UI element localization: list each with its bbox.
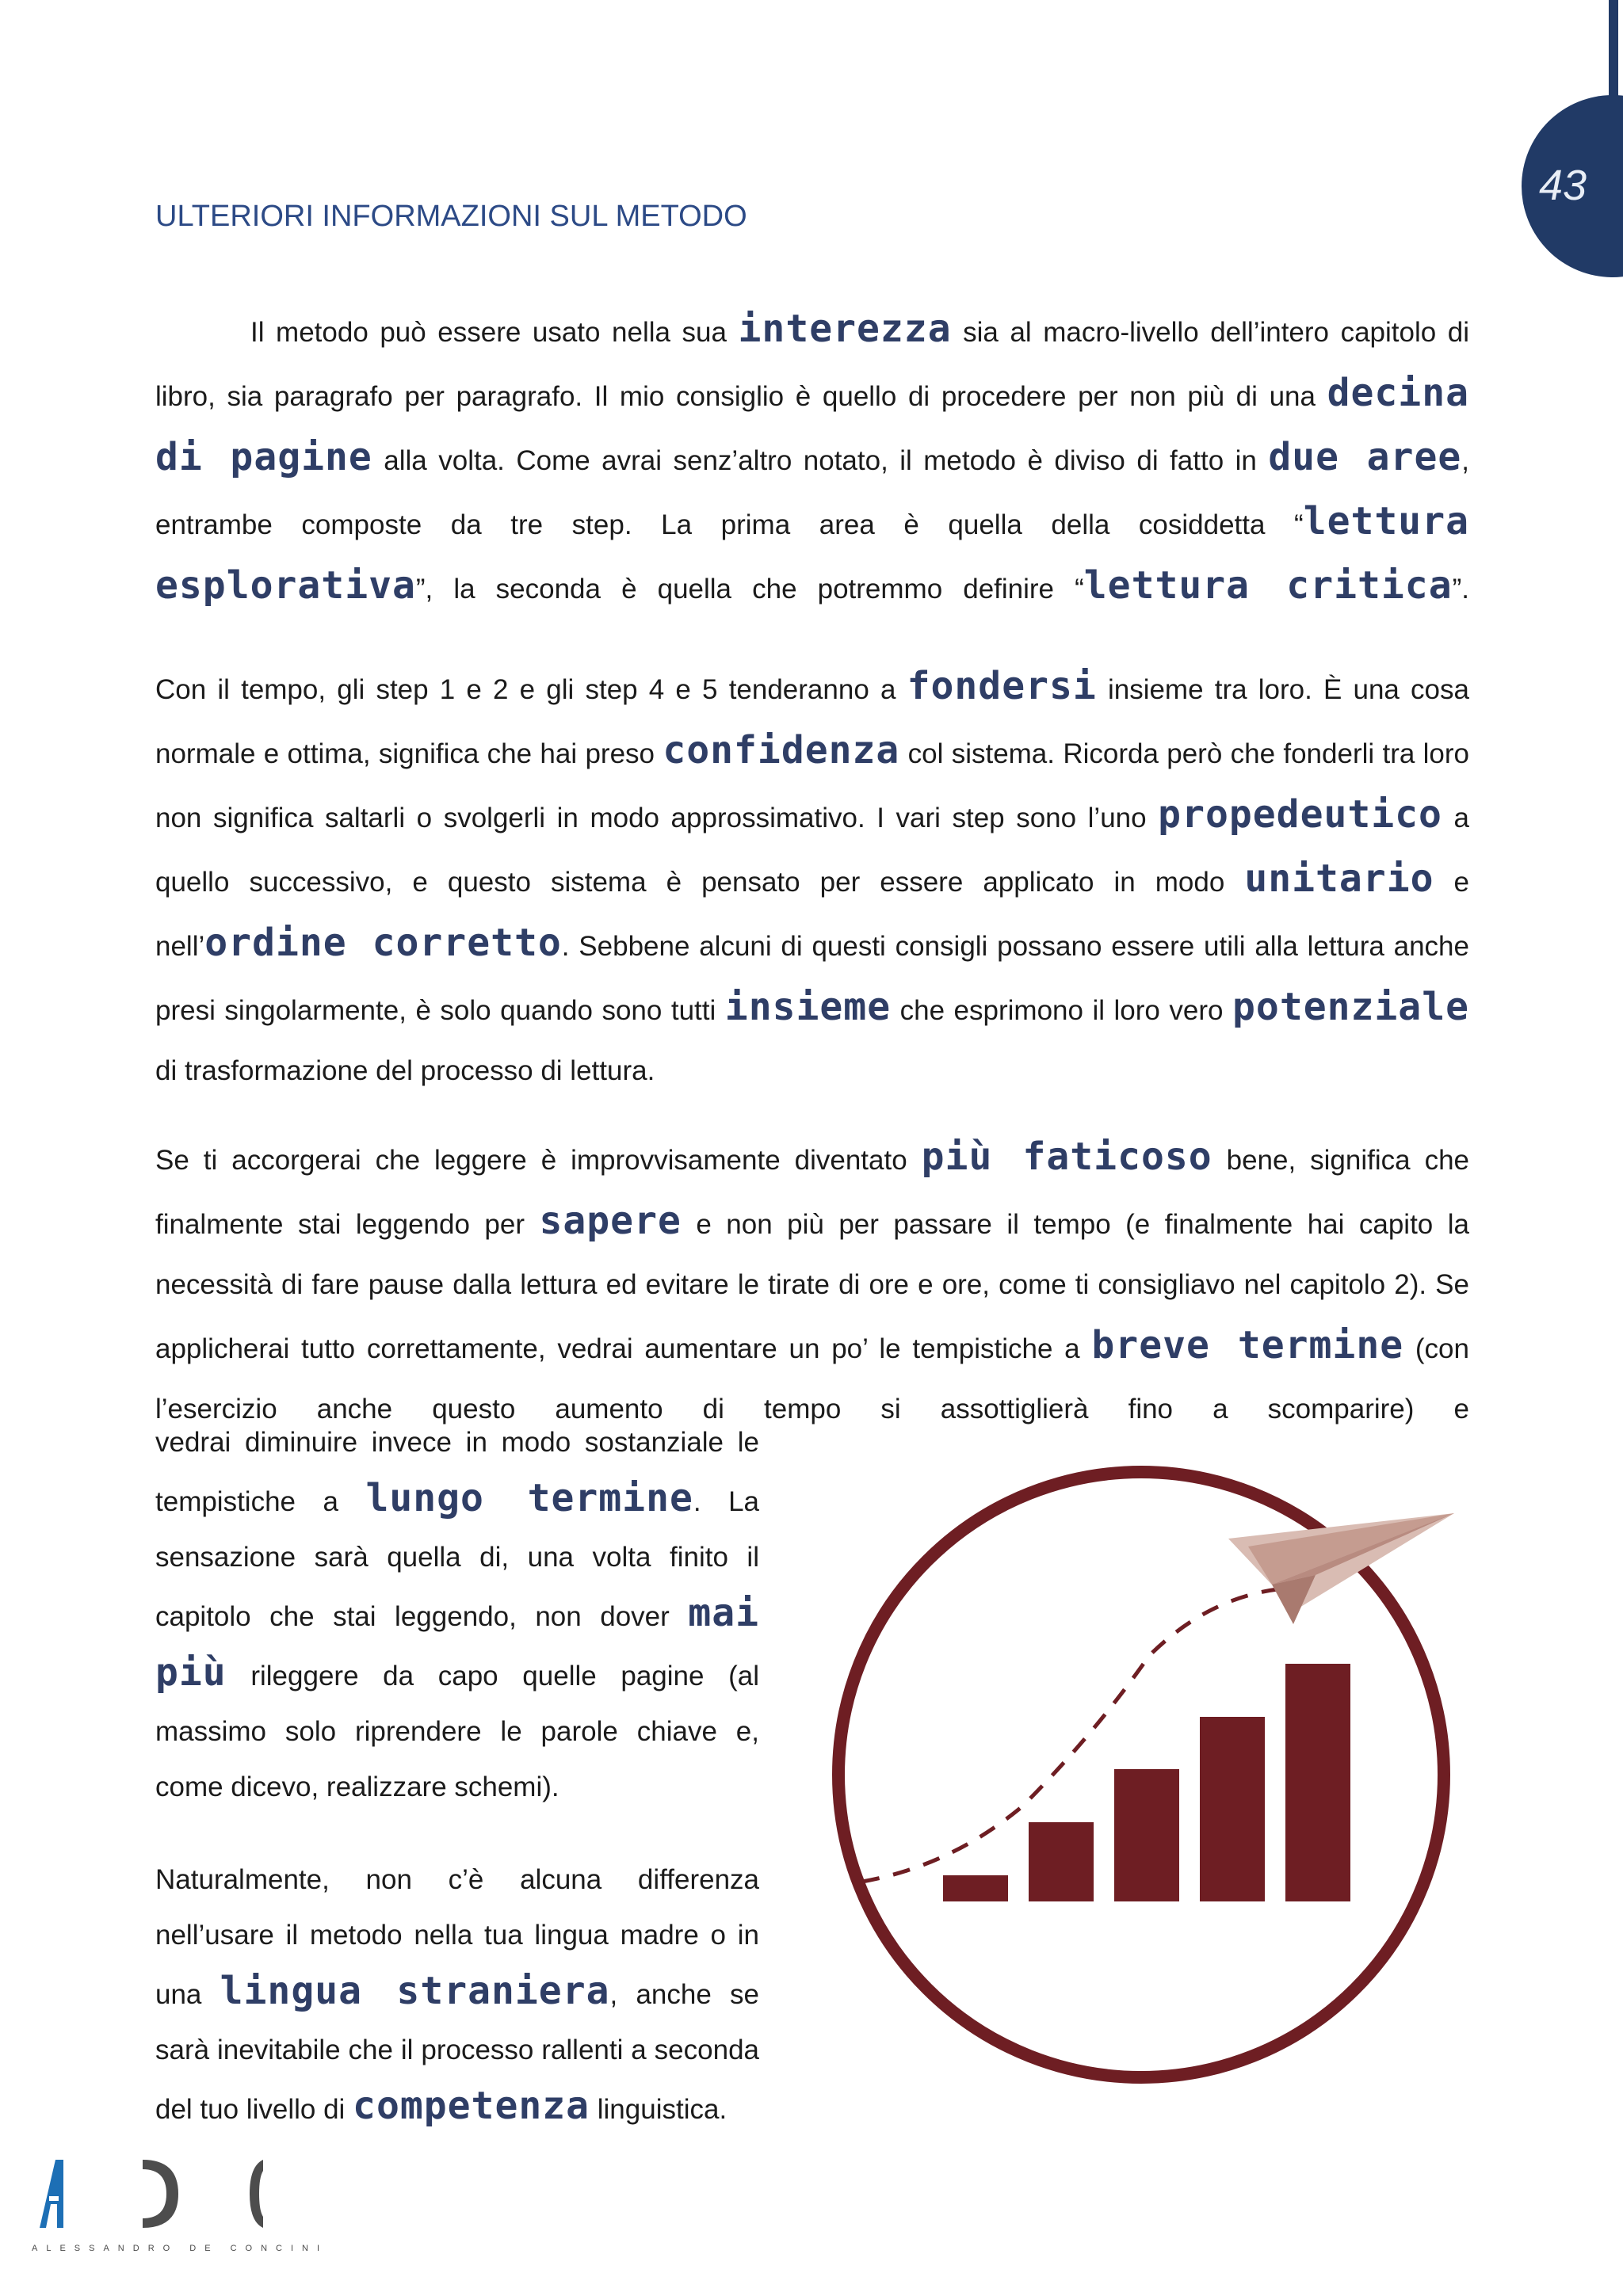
logo-letter-a: [40, 2160, 63, 2228]
paragraph-4: Naturalmente, non c’è alcuna differenza nell’usare il metodo nella tua lingua madre o in una lingua straniera, anche se sarà inevitabile che il processo rallenti a seconda del tuo livello di competenza linguistica.: [155, 1864, 759, 2128]
keyword: lettura esplorativa: [155, 499, 1469, 608]
keyword: unitario: [1244, 856, 1434, 901]
paragraph-2: Con il tempo, gli step 1 e 2 e gli step 4 e 5 tenderanno a fondersi insieme tra loro. È una cosa normale e ottima, significa che hai preso confidenza col sistema. Ricorda però che fonderli tra loro non significa saltarli o svolgerli in modo approssimativo. I vari step sono l’uno propedeutico a quello successivo, e questo sistema è pensato per essere applicato in modo unitario e nell’ordine corretto. Sebbene alcuni di questi consigli possano essere utili alla lettura anche presi singolarmente, è solo quando sono tutti insieme che esprimono il loro vero potenziale di trasformazione del processo di lettura.: [155, 664, 1469, 1086]
growth-bar: [1285, 1664, 1350, 1901]
section-heading: ULTERIORI INFORMAZIONI SUL METODO: [155, 200, 747, 233]
keyword: potenziale: [1232, 985, 1469, 1029]
paragraph-1: Il metodo può essere usato nella sua interezza sia al macro-livello dell’intero capitolo di libro, sia paragrafo per paragrafo. Il mio consiglio è quello di procedere per non più di una decina di pagine alla volta. Come avrai senz’altro notato, il metodo è diviso di fatto in due aree, entrambe composte da tre step. La prima area è quella della cosiddetta “lettura esplorativa”, la seconda è quella che potremmo definire “lettura critica”.: [155, 307, 1469, 608]
keyword: confidenza: [663, 728, 900, 772]
growth-chart-icon: [808, 1442, 1474, 2107]
growth-bar: [1114, 1769, 1179, 1901]
keyword: ordine corretto: [204, 921, 562, 965]
keyword: lettura critica: [1083, 563, 1453, 608]
keyword: sapere: [539, 1199, 682, 1243]
keyword: interezza: [738, 307, 952, 351]
page-number: 43: [1539, 162, 1587, 209]
keyword: competenza: [353, 2084, 590, 2128]
growth-bar: [1029, 1822, 1094, 1901]
logo: [32, 2155, 285, 2258]
keyword: decina di pagine: [155, 371, 1469, 479]
keyword: lingua straniera: [220, 1969, 610, 2013]
keyword: fondersi: [907, 664, 1097, 708]
keyword: due aree: [1268, 435, 1462, 479]
keyword: propedeutico: [1158, 792, 1442, 837]
keyword: breve termine: [1091, 1323, 1404, 1367]
paragraph-3: Se ti accorgerai che leggere è improvvisamente diventato più faticoso bene, significa che finalmente stai leggendo per sapere e non più per passare il tempo (e finalmente hai capito la necessità di fare pause dalla lettura ed evitare le tirate di ore e ore, come ti consigliavo nel capitolo 2). Se applicherai tutto correttamente, vedrai aumentare un po’ le tempistiche a breve termine (con l’esercizio anche questo aumento di tempo si assottiglierà fino a scomparire) e: [155, 1135, 1469, 1425]
growth-bar: [943, 1875, 1008, 1901]
paragraph-3-continued: vedrai diminuire invece in modo sostanziale le tempistiche a lungo termine. La sensazione sarà quella di, una volta finito il capitolo che stai leggendo, non dover mai più rileggere da capo quelle pagine (al massimo solo riprendere le parole chiave e, come dicevo, realizzare schemi).: [155, 1427, 759, 1802]
keyword: mai più: [155, 1591, 759, 1695]
paper-plane-icon: [1228, 1513, 1454, 1624]
growth-bar: [1200, 1717, 1265, 1901]
logo-name: ALESSANDRO DE CONCINI: [32, 2244, 329, 2253]
keyword: più faticoso: [921, 1135, 1212, 1179]
keyword: lungo termine: [365, 1476, 693, 1520]
logo-letter-d: [143, 2160, 178, 2228]
keyword: insieme: [724, 985, 892, 1029]
logo-letter-c: [250, 2160, 263, 2228]
